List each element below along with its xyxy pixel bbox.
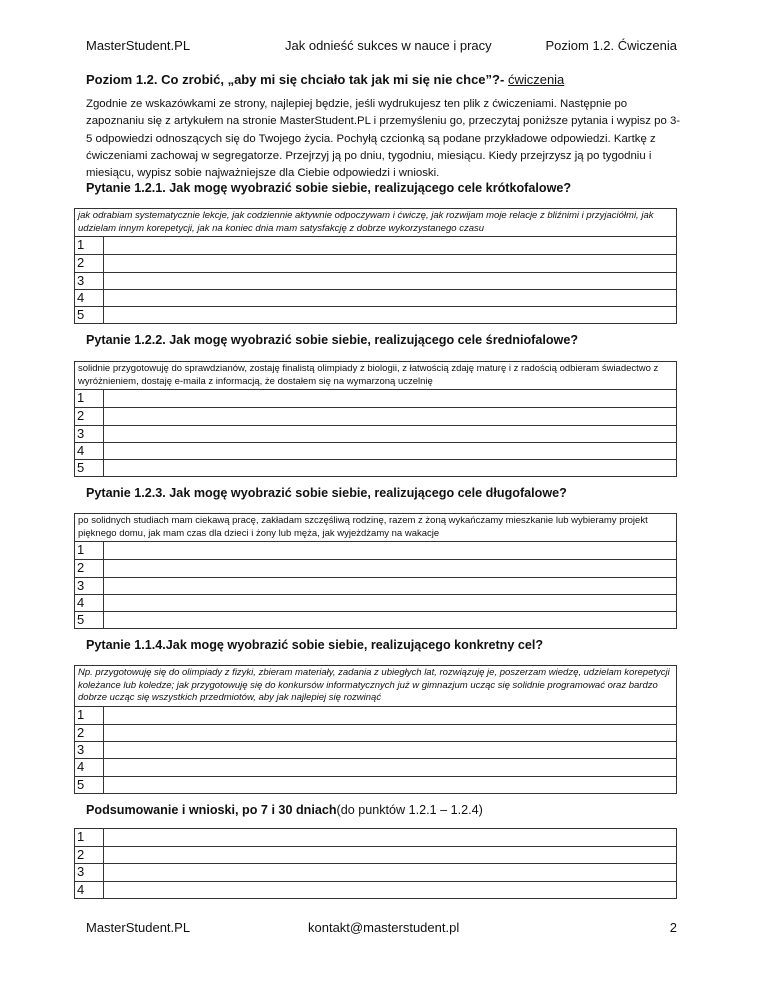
question-4-example: Np. przygotowuję się do olimpiady z fizyki, zbieram materiały, zadania z ubiegłych lat, rozwiązuję je, poszerzam wiedzę, udzielam korepetycji koleżance lub koledze; jak przygotowuję się do konkursów informatycznych już w gimnazjum ucząc się solidnie programować oraz bardzo dobrze ucząc się wszystkich przedmiotów, aby jak najlepiej się rozwinąć <box>75 666 676 707</box>
row-number: 3 <box>75 742 104 758</box>
row-number: 4 <box>75 759 104 775</box>
question-1-table <box>74 208 677 324</box>
answer-row <box>75 459 676 476</box>
answer-row <box>75 741 676 758</box>
footer-site-name: MasterStudent.PL <box>86 920 191 935</box>
row-number: 4 <box>75 882 104 898</box>
exercises-link[interactable]: ćwiczenia <box>507 72 565 87</box>
row-number: 5 <box>75 460 104 476</box>
intro-paragraph: Zgodnie ze wskazówkami ze strony, najlepiej będzie, jeśli wydrukujesz ten plik z ćwiczeniami. Następnie po zapoznaniu się z artykułem na stronie MasterStudent.PL i przemyśleniu go, przeczytaj poniższe pytania i wypisz po 3-5 odpowiedzi odnoszących się do Twojego życia. Pochyłą czcionką są podane przykładowe odpowiedzi. Kartkę z ćwiczeniami zachowaj w segregatorze. Przejrzyj ją po dniu, tygodniu, miesiącu. Kiedy przejrzysz ją po tygodniu i miesiącu, wypisz sobie najważniejsze dla Ciebie odpowiedzi i wnioski. <box>86 98 681 180</box>
row-number: 4 <box>75 595 104 611</box>
question-3-table <box>74 513 677 629</box>
answer-field[interactable] <box>104 707 676 724</box>
question-1-heading: Pytanie 1.2.1. Jak mogę wyobrazić sobie siebie, realizującego cele krótkofalowe? <box>86 181 572 195</box>
question-2-heading: Pytanie 1.2.2. Jak mogę wyobrazić sobie siebie, realizującego cele średniofalowe? <box>86 333 579 347</box>
row-number: 1 <box>75 829 104 846</box>
answer-row <box>75 758 676 775</box>
answer-field[interactable] <box>104 847 676 863</box>
answer-row <box>75 594 676 611</box>
answer-row <box>75 829 676 846</box>
answer-row <box>75 846 676 863</box>
answer-field[interactable] <box>104 759 676 775</box>
answer-row <box>75 442 676 459</box>
answer-field[interactable] <box>104 542 676 559</box>
row-number: 3 <box>75 273 104 289</box>
page-number: 2 <box>669 920 677 935</box>
answer-row <box>75 237 676 254</box>
question-2-example: solidnie przygotowuję do sprawdzianów, zostaję finalistą olimpiady z biologii, z łatwością zdaję maturę i z radością odbieram świadectwo z wyróżnieniem, dostaję e-maila z informacją, że dostałem się na wymarzoną uczelnię <box>75 362 676 390</box>
row-number: 1 <box>75 707 104 724</box>
answer-row <box>75 390 676 407</box>
header-site-name: MasterStudent.PL <box>86 38 191 53</box>
answer-row <box>75 881 676 898</box>
answer-field[interactable] <box>104 426 676 442</box>
answer-field[interactable] <box>104 742 676 758</box>
row-number: 5 <box>75 307 104 323</box>
answer-field[interactable] <box>104 882 676 898</box>
row-number: 4 <box>75 443 104 459</box>
answer-field[interactable] <box>104 725 676 741</box>
answer-row <box>75 425 676 442</box>
answer-field[interactable] <box>104 273 676 289</box>
answer-row <box>75 289 676 306</box>
page-title-text: Poziom 1.2. Co zrobić, „aby mi się chciało tak jak mi się nie chce”?- <box>86 72 508 87</box>
row-number: 2 <box>75 408 104 424</box>
page-header <box>86 38 677 56</box>
answer-row <box>75 559 676 576</box>
answer-row <box>75 272 676 289</box>
answer-row <box>75 254 676 271</box>
answer-field[interactable] <box>104 612 676 628</box>
row-number: 2 <box>75 255 104 271</box>
row-number: 2 <box>75 560 104 576</box>
header-level: Poziom 1.2. Ćwiczenia <box>545 38 677 53</box>
summary-table <box>74 828 677 899</box>
row-number: 1 <box>75 390 104 407</box>
summary-heading-scope: (do punktów 1.2.1 – 1.2.4) <box>336 803 483 817</box>
answer-row <box>75 542 676 559</box>
row-number: 3 <box>75 578 104 594</box>
row-number: 5 <box>75 612 104 628</box>
answer-field[interactable] <box>104 237 676 254</box>
answer-field[interactable] <box>104 443 676 459</box>
answer-field[interactable] <box>104 864 676 880</box>
row-number: 5 <box>75 777 104 793</box>
answer-field[interactable] <box>104 390 676 407</box>
summary-heading <box>86 803 483 817</box>
answer-field[interactable] <box>104 829 676 846</box>
answer-row <box>75 707 676 724</box>
question-3-example: po solidnych studiach mam ciekawą pracę, zakładam szczęśliwą rodzinę, razem z żoną wykańczamy mieszkanie lub wybieramy projekt pięknego domu, jak mam czas dla dzieci i żony lub męża, jak wyjeżdżamy na wakacje <box>75 514 676 542</box>
summary-heading-bold: Podsumowanie i wnioski, po 7 i 30 dniach <box>86 803 337 817</box>
answer-field[interactable] <box>104 460 676 476</box>
page-footer <box>86 920 677 938</box>
row-number: 3 <box>75 426 104 442</box>
page-title <box>86 72 564 87</box>
row-number: 2 <box>75 725 104 741</box>
question-4-table <box>74 665 677 794</box>
answer-field[interactable] <box>104 777 676 793</box>
question-4-heading: Pytanie 1.1.4.Jak mogę wyobrazić sobie siebie, realizującego konkretny cel? <box>86 638 544 652</box>
question-1-example: jak odrabiam systematycznie lekcje, jak codziennie aktywnie odpoczywam i ćwiczę, jak rozwijam moje relacje z bliźnimi i przyjaciółmi, jak udzielam innym korepetycji, jak na koniec dnia mam satysfakcję z dobrze wykorzystanego czasu <box>75 209 676 237</box>
answer-row <box>75 724 676 741</box>
row-number: 1 <box>75 237 104 254</box>
answer-row <box>75 407 676 424</box>
header-course-title: Jak odnieść sukces w nauce i pracy <box>285 38 492 53</box>
row-number: 2 <box>75 847 104 863</box>
answer-field[interactable] <box>104 408 676 424</box>
footer-contact-email[interactable]: kontakt@masterstudent.pl <box>308 920 460 935</box>
answer-field[interactable] <box>104 307 676 323</box>
row-number: 3 <box>75 864 104 880</box>
answer-field[interactable] <box>104 290 676 306</box>
answer-field[interactable] <box>104 255 676 271</box>
answer-row <box>75 611 676 628</box>
answer-row <box>75 306 676 323</box>
answer-field[interactable] <box>104 560 676 576</box>
row-number: 1 <box>75 542 104 559</box>
answer-row <box>75 577 676 594</box>
answer-field[interactable] <box>104 578 676 594</box>
question-2-table <box>74 361 677 477</box>
answer-row <box>75 863 676 880</box>
answer-row <box>75 776 676 793</box>
question-3-heading: Pytanie 1.2.3. Jak mogę wyobrazić sobie siebie, realizującego cele długofalowe? <box>86 486 567 500</box>
row-number: 4 <box>75 290 104 306</box>
answer-field[interactable] <box>104 595 676 611</box>
